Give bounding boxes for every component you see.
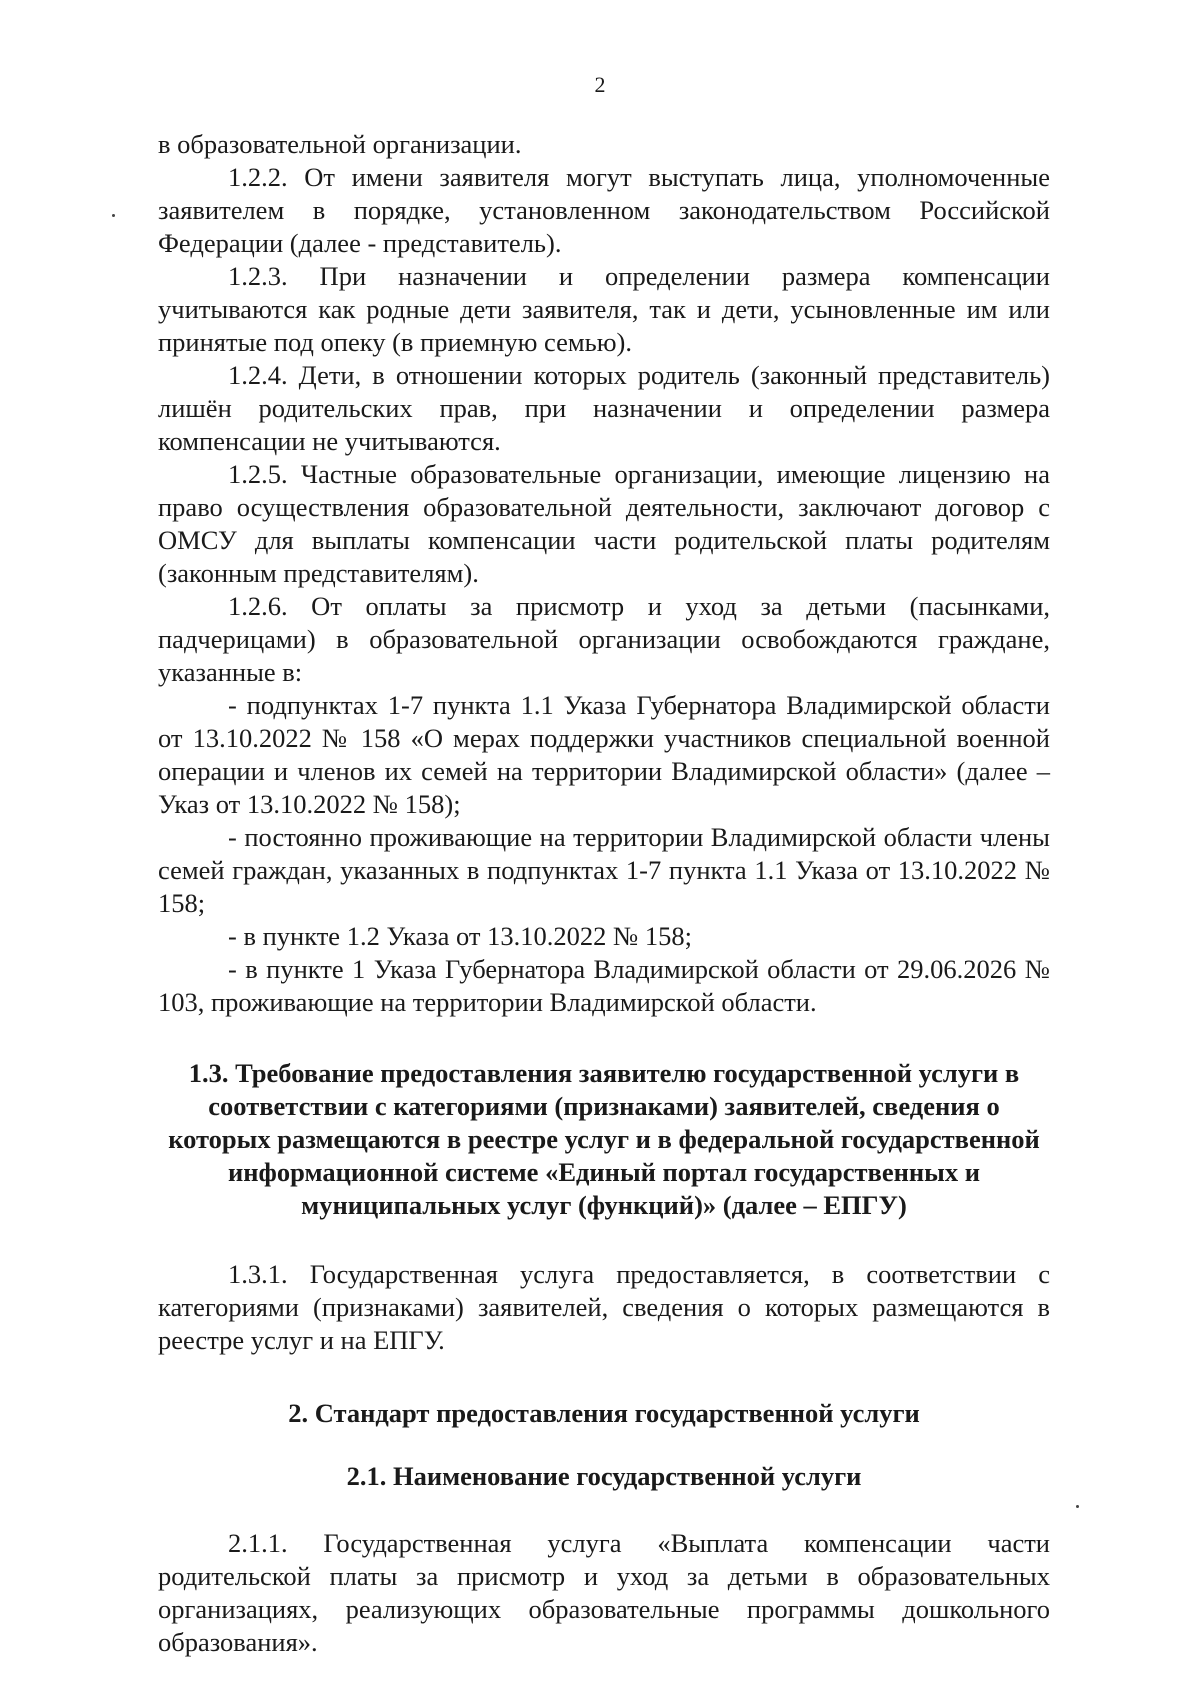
list-item-subparagraphs: - подпунктах 1-7 пункта 1.1 Указа Губернатора Владимирской области от 13.10.2022 № 158 «О мерах поддержки участников специальной военной операции и членов их семей на территории Владимирской области» (далее – Указ от 13.10.2022 № 158); [158, 690, 1050, 819]
section-2-heading: 2. Стандарт предоставления государственной услуги [288, 1398, 920, 1428]
paragraph-2-1-1: 2.1.1. Государственная услуга «Выплата компенсации части родительской платы за присмотр и уход за детьми в образовательных организациях, реализующих образовательные программы дошкольного образования». [158, 1528, 1050, 1657]
section-2-1-heading: 2.1. Наименование государственной услуги [346, 1461, 862, 1491]
list-item-family-members: - постоянно проживающие на территории Владимирской области члены семей граждан, указанных в подпунктах 1-7 пункта 1.1 Указа от 13.10.2022 № 158; [158, 822, 1050, 918]
list-item-decree-103: - в пункте 1 Указа Губернатора Владимирской области от 29.06.2026 № 103, проживающие на территории Владимирской области. [158, 954, 1050, 1017]
paragraph-1-2-5: 1.2.5. Частные образовательные организации, имеющие лицензию на право осуществления образовательной деятельности, заключают договор с ОМСУ для выплаты компенсации части родительской платы родителям (законным представителям). [158, 459, 1050, 588]
paragraph-continuation: в образовательной организации. [158, 129, 522, 159]
paragraph-1-2-2: 1.2.2. От имени заявителя могут выступать лица, уполномоченные заявителем в порядке, установленном законодательством Российской Федерации (далее - представитель). [158, 162, 1050, 258]
paragraph-1-3-1: 1.3.1. Государственная услуга предоставляется, в соответствии с категориями (признаками) заявителей, сведения о которых размещаются в реестре услуг и на ЕПГУ. [158, 1259, 1050, 1355]
scan-speck [112, 214, 115, 217]
list-item-point-1-2: - в пункте 1.2 Указа от 13.10.2022 № 158; [228, 921, 692, 951]
paragraph-1-2-3: 1.2.3. При назначении и определении размера компенсации учитываются как родные дети заявителя, так и дети, усыновленные им или принятые под опеку (в приемную семью). [158, 261, 1050, 357]
section-1-3-heading: 1.3. Требование предоставления заявителю государственной услуги в соответствии с категориями (признаками) заявителей, сведения о которых размещаются в реестре услуг и в федеральной государственной информационной системе «Единый портал государственных и муниципальных услуг (функций)» (далее – ЕПГУ) [168, 1058, 1040, 1220]
paragraph-1-2-6: 1.2.6. От оплаты за присмотр и уход за детьми (пасынками, падчерицами) в образовательной организации освобождаются граждане, указанные в: [158, 591, 1050, 687]
page-number: 2 [594, 72, 606, 97]
document-body [158, 128, 1050, 1659]
scan-speck [1076, 1505, 1079, 1508]
paragraph-1-2-4: 1.2.4. Дети, в отношении которых родитель (законный представитель) лишён родительских прав, при назначении и определении размера компенсации не учитываются. [158, 360, 1050, 456]
